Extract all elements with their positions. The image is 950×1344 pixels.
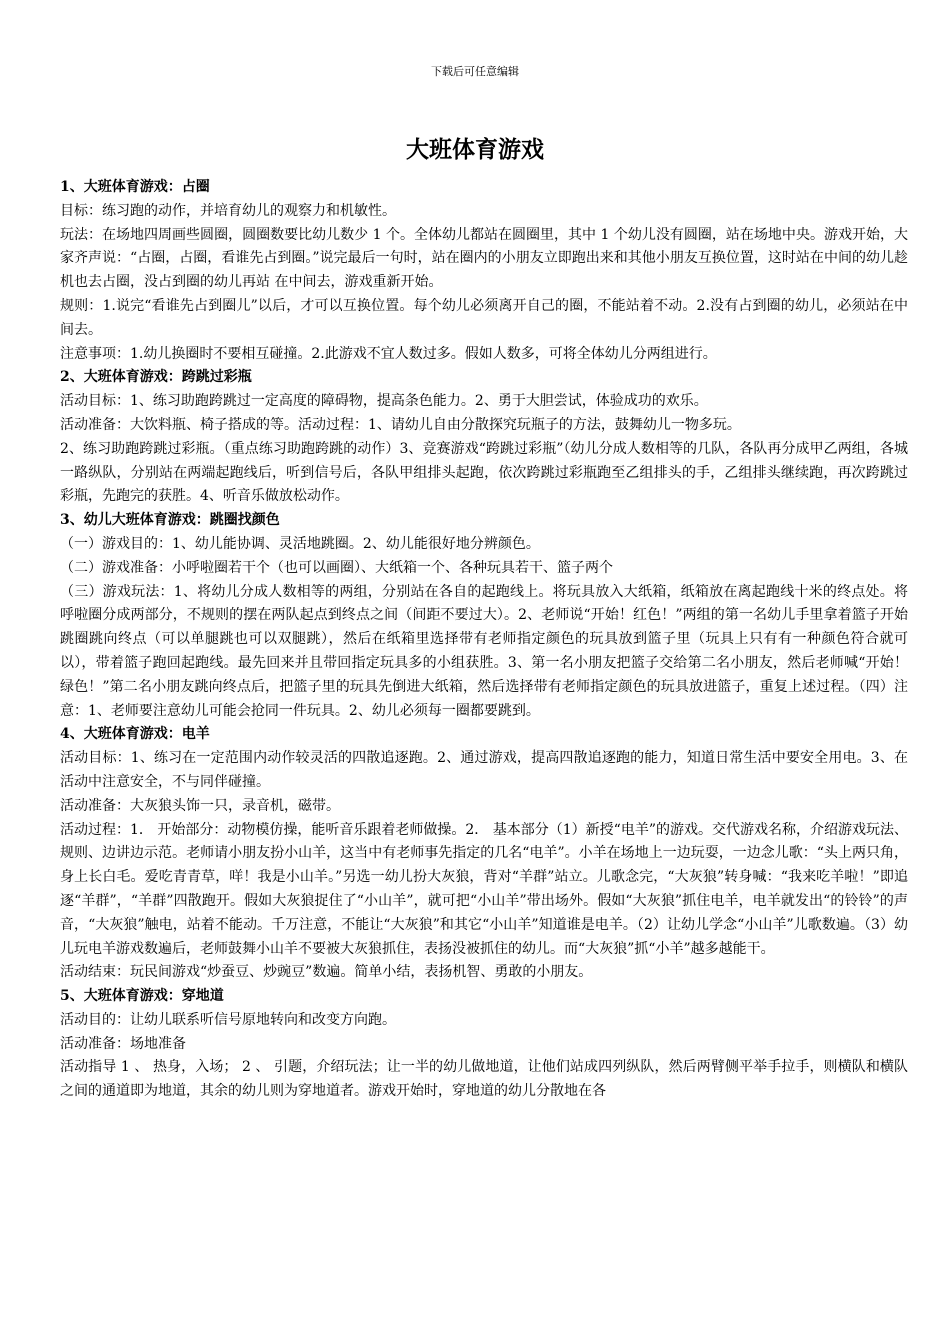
paragraph: 玩法：在场地四周画些圆圈，圆圈数要比幼儿数少 1 个。全体幼儿都站在圆圈里，其中 1 个幼儿没有圆圈，站在场地中央。游戏开始，大家齐声说：“占圈，占圈，看谁先占到圈。”说完最后一句时，站在圈内的小朋友立即跑出来和其他小朋友互换位置，这时站在中间的幼儿趁机也去占圈，没占到圈的幼儿再站 在中间去，游戏重新开始。 [60, 226, 908, 291]
paragraph: 活动目标：1、练习在一定范围内动作较灵活的四散追逐跑。2、通过游戏，提高四散追逐跑的能力，知道日常生活中要安全用电。3、在活动中注意安全，不与同伴碰撞。 [60, 750, 908, 790]
paragraph: 活动目标：1、练习助跑跨跳过一定高度的障碍物，提高条色能力。2、勇于大胆尝试，体验成功的欢乐。 [60, 393, 708, 410]
section-heading: 5、大班体育游戏：穿地道 [60, 988, 224, 1005]
paragraph: （二）游戏准备：小呼啦圈若干个（也可以画圈）、大纸箱一个、各种玩具若干、篮子两个 [60, 559, 613, 576]
paragraph: 活动指导 1 、 热身，入场； 2 、 引题，介绍玩法；让一半的幼儿做地道，让他们站成四列纵队，然后两臂侧平举手拉手，则横队和横队之间的通道即为地道，其余的幼儿则为穿地道者。游戏开始时，穿地道的幼儿分散地在各 [60, 1059, 908, 1100]
header-note: 下载后可任意编辑 [431, 65, 519, 78]
section-heading: 1、大班体育游戏：占圈 [60, 179, 210, 195]
paragraph: 活动准备：大饮料瓶、椅子搭成的等。活动过程：1、请幼儿自由分散探究玩瓶子的方法，鼓舞幼儿一物多玩。 [60, 416, 741, 433]
paragraph: 活动准备：场地准备 [60, 1035, 186, 1052]
paragraph: 活动准备：大灰狼头饰一只，录音机，磁带。 [60, 797, 340, 814]
paragraph: 活动目的：让幼儿联系听信号原地转向和改变方向跑。 [60, 1011, 396, 1028]
section-heading: 3、幼儿大班体育游戏：跳圈找颜色 [60, 512, 280, 529]
paragraph: 注意事项：1.幼儿换圈时不要相互碰撞。2.此游戏不宜人数过多。假如人数多，可将全体幼儿分两组进行。 [60, 345, 717, 362]
document-title: 大班体育游戏 [406, 137, 544, 163]
paragraph: 目标：练习跑的动作，并培育幼儿的观察力和机敏性。 [60, 202, 396, 219]
paragraph: （一）游戏目的：1、幼儿能协调、灵活地跳圈。2、幼儿能很好地分辨颜色。 [60, 535, 540, 552]
paragraph: （三）游戏玩法：1、将幼儿分成人数相等的两组，分别站在各自的起跑线上。将玩具放入大纸箱，纸箱放在离起跑线十米的终点处。将呼啦圈分成两部分，不规则的摆在两队起点到终点之间（间距不要过大）。2、老师说“开始！红色！”两组的第一名幼儿手里拿着篮子开始跳圈跳向终点（可以单腿跳也可以双腿跳），然后在纸箱里选择带有老师指定颜色的玩具放到篮子里（玩具上只有有一种颜色符合就可以），带着篮子跑回起跑线。最先回来并且带回指定玩具多的小组获胜。3、第一名小朋友把篮子交给第二名小朋友，然后老师喊“开始！绿色！”第二名小朋友跳向终点后，把篮子里的玩具先倒进大纸箱，然后选择带有老师指定颜色的玩具放进篮子，重复上述过程。（四）注意：1、老师要注意幼儿可能会抢同一件玩具。2、幼儿必须每一圈都要跳到。 [60, 583, 908, 719]
paragraph: 规则：1.说完“看谁先占到圈儿”以后，才可以互换位置。每个幼儿必须离开自己的圈，不能站着不动。2.没有占到圈的幼儿，必须站在中间去。 [60, 297, 908, 338]
document-body [60, 176, 908, 1104]
paragraph: 2、练习助跑跨跳过彩瓶。（重点练习助跑跨跳的动作）3、竞赛游戏“跨跳过彩瓶”（幼儿分成人数相等的几队，各队再分成甲乙两组，各城一路纵队，分别站在两端起跑线后，听到信号后，各队甲组排头起跑，依次跨跳过彩瓶跑至乙组排头的手，乙组排头继续跑，再次跨跳过彩瓶，先跑完的获胜。4、听音乐做放松动作。 [60, 440, 908, 505]
section-heading: 2、大班体育游戏：跨跳过彩瓶 [60, 369, 252, 386]
paragraph: 活动结束：玩民间游戏“炒蚕豆、炒豌豆”数遍。简单小结，表扬机智、勇敢的小朋友。 [60, 964, 593, 981]
section-heading: 4、大班体育游戏：电羊 [60, 726, 210, 743]
paragraph: 活动过程：1． 开始部分：动物模仿操，能听音乐跟着老师做操。2． 基本部分（1）新授“电羊”的游戏。交代游戏名称，介绍游戏玩法、规则、边讲边示范。老师请小朋友扮小山羊，这当中有老师事先指定的几名“电羊”。小羊在场地上一边玩耍，一边念儿歌：“头上两只角，身上长白毛。爱吃青青草，咩！我是小山羊。”另选一幼儿扮大灰狼，背对“羊群”站立。儿歌念完，“大灰狼”转身喊：“我来吃羊啦！”即追逐“羊群”，“羊群”四散跑开。假如大灰狼捉住了“小山羊”，就可把“小山羊”带出场外。假如“大灰狼”抓住电羊，电羊就发出“的铃铃”的声音，“大灰狼”触电，站着不能动。千万注意，不能让“大灰狼”和其它“小山羊”知道谁是电羊。（2）让幼儿学念“小山羊”儿歌数遍。（3）幼儿玩电羊游戏数遍后，老师鼓舞小山羊不要被大灰狼抓住，表扬没被抓住的幼儿。而“大灰狼”抓“小羊”越多越能干。 [60, 821, 908, 957]
